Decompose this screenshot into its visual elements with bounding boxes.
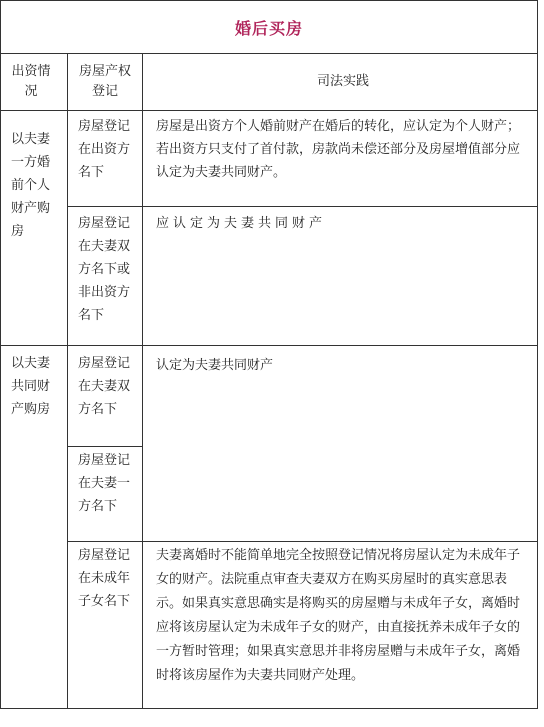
header-practice: 司法实践	[316, 74, 369, 89]
practice-cell: 夫妻离婚时不能简单地完全按照登记情况将房屋认定为未成年子女的财产。法院重点审查夫妻双方在购买房屋时的真实意思表示。如果真实意思确实是将购买的房屋赠与未成年子女，离婚时应将该房屋认定为未成年子女的财产，由直接抚养未成年子女的一方暂时管理；如果真实意思并非将房屋赠与未成年子女，离婚时将该房屋作为夫妻共同财产处理。	[156, 548, 521, 683]
practice-cell: 认定为夫妻共同财产	[156, 358, 274, 373]
rule	[0, 110, 538, 111]
registration-cell: 房屋登记在夫妻一方名下	[78, 453, 131, 514]
registration-cell: 房屋登记在未成年子女名下	[78, 548, 131, 609]
funding-cell: 以夫妻一方婚前个人财产购房	[11, 132, 51, 239]
registration-cell: 房屋登记在夫妻双方名下或非出资方名下	[78, 216, 131, 323]
registration-cell: 房屋登记在夫妻双方名下	[78, 356, 131, 417]
header-registration: 房屋产权登记	[78, 64, 131, 99]
header-funding: 出资情况	[11, 64, 51, 99]
registration-cell: 房屋登记在出资方名下	[78, 119, 131, 180]
practice-cell: 房屋是出资方个人婚前财产在婚后的转化，应认定为个人财产；若出资方只支付了首付款，房款尚未偿还部分及房屋增值部分应认定为夫妻共同财产。	[156, 119, 521, 180]
rule	[0, 708, 538, 709]
funding-cell: 以夫妻共同财产购房	[11, 356, 51, 417]
rule	[67, 541, 538, 542]
rule	[67, 206, 538, 207]
rule	[0, 0, 1, 709]
practice-cell: 应认定为夫妻共同财产	[156, 216, 327, 231]
table-title: 婚后买房	[234, 18, 303, 38]
rule	[0, 345, 538, 346]
rule	[67, 446, 143, 447]
